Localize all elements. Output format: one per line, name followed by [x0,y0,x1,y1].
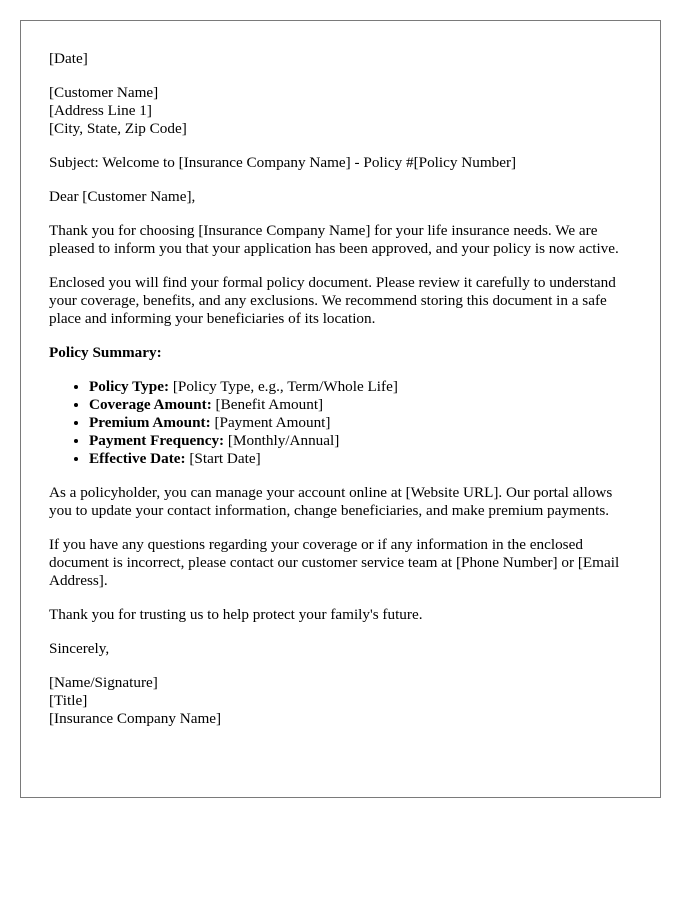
letter-subject: Subject: Welcome to [Insurance Company Name] - Policy #[Policy Number] [49,154,517,171]
letter-closing: Sincerely, [49,640,110,657]
item-label: Policy Type: [89,378,170,395]
signature-name: [Name/Signature] [49,674,158,691]
policy-summary-list [49,378,632,468]
signature-company: [Insurance Company Name] [49,710,222,727]
letter [20,20,661,798]
list-item-coverage-amount [89,396,632,414]
recipient-address-line1: [Address Line 1] [49,102,152,119]
thanks-paragraph: Thank you for trusting us to help protect your family's future. [49,606,423,623]
item-value: [Benefit Amount] [211,396,324,413]
item-label: Effective Date: [89,450,186,467]
letter-date: [Date] [49,50,88,67]
letter-salutation: Dear [Customer Name], [49,188,196,205]
item-value: [Start Date] [185,450,261,467]
recipient-city-state-zip: [City, State, Zip Code] [49,120,187,137]
list-item-premium-amount [89,414,632,432]
list-item-payment-frequency [89,432,632,450]
signature-block [49,674,632,728]
recipient-name: [Customer Name] [49,84,159,101]
item-value: [Policy Type, e.g., Term/Whole Life] [169,378,398,395]
questions-paragraph: If you have any questions regarding your coverage or if any information in the enclosed document is incorrect, please contact our customer service team at [Phone Number] or [Email Address]. [49,536,620,589]
list-item-effective-date [89,450,632,468]
item-value: [Payment Amount] [210,414,331,431]
recipient-address [49,84,632,138]
item-label: Coverage Amount: [89,396,212,413]
item-label: Payment Frequency: [89,432,225,449]
item-label: Premium Amount: [89,414,211,431]
signature-title: [Title] [49,692,88,709]
online-account-paragraph: As a policyholder, you can manage your account online at [Website URL]. Our portal allows you to update your contact information, change beneficiaries, and make premium payments. [49,484,613,519]
list-item-policy-type [89,378,632,396]
item-value: [Monthly/Annual] [224,432,340,449]
intro-paragraph: Thank you for choosing [Insurance Company Name] for your life insurance needs. We are pleased to inform you that your application has been approved, and your policy is now active. [49,222,619,257]
policy-summary-heading: Policy Summary: [49,344,162,361]
enclosed-paragraph: Enclosed you will find your formal policy document. Please review it carefully to understand your coverage, benefits, and any exclusions. We recommend storing this document in a safe place and informing your beneficiaries of its location. [49,274,616,327]
